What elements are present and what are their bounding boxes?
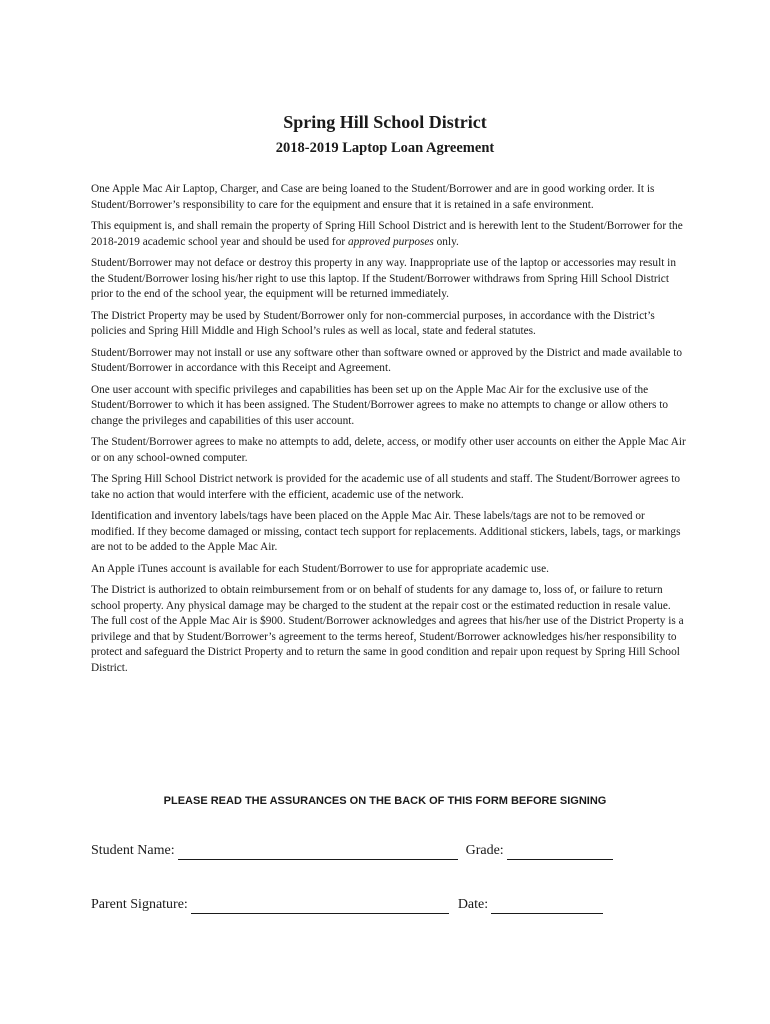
paragraph-user-account: One user account with specific privileges and capabilities has been set up on the Apple Mac Air for the exclusive use of the Student/Borrower to which it has been assigned. The Student/Borrower agrees to make no attempts to change or allow others to change the privileges and capabilities of this user account. <box>91 383 669 427</box>
date-label: Date: <box>457 897 489 912</box>
signing-notice: PLEASE READ THE ASSURANCES ON THE BACK OF THIS FORM BEFORE SIGNING <box>163 795 607 807</box>
paragraph-equipment-loan: One Apple Mac Air Laptop, Charger, and Case are being loaned to the Student/Borrower and are in good working order. It is Student/Borrower’s responsibility to care for the equipment and ensure that it is retained in a safe environment. <box>91 183 655 211</box>
paragraph-itunes-account: An Apple iTunes account is available for each Student/Borrower to use for appropriate academic use. <box>91 562 549 575</box>
emphasis-text: approved purposes <box>347 235 434 248</box>
student-name-label: Student Name: <box>91 843 175 858</box>
paragraph-text: This equipment is, and shall remain the property of Spring Hill School District and is herewith lent to the Student/Borrower for the 2018-2019 academic school year and should be used for <box>91 220 683 248</box>
grade-label: Grade: <box>465 843 504 858</box>
document-title: Spring Hill School District <box>283 112 487 132</box>
parent-signature-label: Parent Signature: <box>91 897 188 912</box>
document-subtitle: 2018-2019 Laptop Loan Agreement <box>275 140 495 156</box>
paragraph-network-use: The Spring Hill School District network is provided for the academic use of all students and staff. The Student/Borrower agrees to take no action that would interfere with the efficient, academic use of the network. <box>91 473 681 501</box>
student-info-row <box>91 842 613 860</box>
paragraph-software-restriction: Student/Borrower may not install or use any software other than software owned or approved by the District and made available to Student/Borrower in accordance with this Receipt and Agreement. <box>91 346 683 374</box>
student-name-field[interactable] <box>178 845 458 860</box>
agreement-body <box>91 182 686 682</box>
date-field[interactable] <box>491 899 603 914</box>
paragraph-no-defacing: Student/Borrower may not deface or destroy this property in any way. Inappropriate use of the laptop or accessories may result in the Student/Borrower losing his/her right to use this laptop. If the Student/Borrower withdraws from Spring Hill School District prior to the end of the school year, the equipment will be returned immediately. <box>91 257 676 300</box>
paragraph-text: only. <box>433 235 459 248</box>
paragraph-reimbursement: The District is authorized to obtain reimbursement from or on behalf of students for any damage to, loss of, or failure to return school property. Any physical damage may be charged to the student at the repair cost or the estimated reduction in resale value. The full cost of the Apple Mac Air is $900. Student/Borrower acknowledges and agrees that his/her use of the District Property is a privilege and that by Student/Borrower’s agreement to the terms hereof, Student/Borrower acknowledges his/her responsibility to protect and safeguard the District Property and to return the same in good condition and repair upon request by Spring Hill School District. <box>91 584 684 674</box>
grade-field[interactable] <box>507 845 613 860</box>
paragraph-labels-tags: Identification and inventory labels/tags have been placed on the Apple Mac Air. These labels/tags are not to be removed or modified. If they become damaged or missing, contact tech support for replacements. Additional stickers, labels, tags, or markings are not to be added to the Apple Mac Air. <box>91 510 681 553</box>
paragraph-property-ownership <box>91 219 686 250</box>
signature-row <box>91 896 603 914</box>
paragraph-non-commercial-use: The District Property may be used by Student/Borrower only for non-commercial purposes, in accordance with the District’s policies and Spring Hill Middle and High School’s rules as well as local, state and federal statutes. <box>91 309 655 337</box>
parent-signature-field[interactable] <box>191 899 449 914</box>
paragraph-other-accounts: The Student/Borrower agrees to make no attempts to add, delete, access, or modify other user accounts on either the Apple Mac Air or on any school-owned computer. <box>91 436 686 464</box>
